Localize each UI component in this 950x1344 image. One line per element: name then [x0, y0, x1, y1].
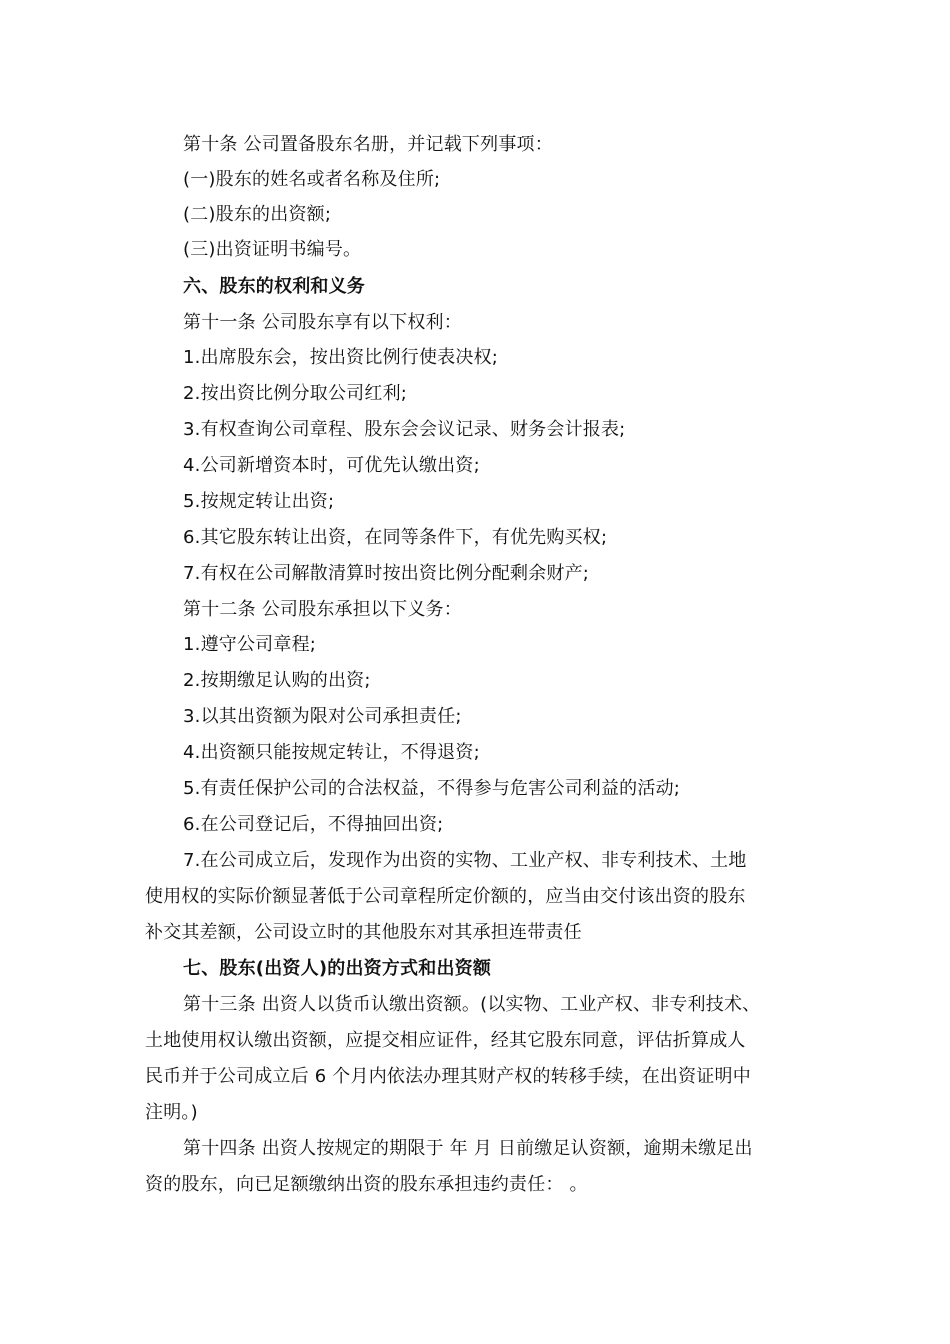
article-13-line-3: 民币并于公司成立后 6 个月内依法办理其财产权的转移手续，在出资证明中 [145, 1066, 751, 1087]
article-10-item-3: (三)出资证明书编号。 [183, 239, 362, 260]
rights-item-2: 2.按出资比例分取公司红利; [183, 383, 408, 404]
article-10-item-2: (二)股东的出资额; [183, 204, 332, 225]
rights-item-1: 1.出席股东会，按出资比例行使表决权; [183, 347, 499, 368]
article-14-line-1: 第十四条 出资人按规定的期限于 年 月 日前缴足认资额，逾期未缴足出 [183, 1138, 753, 1159]
duties-item-7-line-3: 补交其差额，公司设立时的其他股东对其承担连带责任 [145, 922, 582, 943]
article-13-line-2: 土地使用权认缴出资额，应提交相应证件，经其它股东同意，评估折算成人 [145, 1030, 746, 1051]
section-6-title: 六、股东的权利和义务 [183, 276, 365, 297]
section-7-title: 七、股东(出资人)的出资方式和出资额 [183, 958, 492, 979]
rights-item-7: 7.有权在公司解散清算时按出资比例分配剩余财产; [183, 563, 590, 584]
duties-item-1: 1.遵守公司章程; [183, 634, 317, 655]
article-10-item-1: (一)股东的姓名或者名称及住所; [183, 169, 441, 190]
article-11-heading: 第十一条 公司股东享有以下权利： [183, 312, 462, 333]
article-13-line-4: 注明。) [145, 1102, 198, 1123]
article-13-line-1: 第十三条 出资人以货币认缴出资额。(以实物、工业产权、非专利技术、 [183, 994, 761, 1015]
article-10-heading: 第十条 公司置备股东名册，并记载下列事项： [183, 134, 553, 155]
duties-item-3: 3.以其出资额为限对公司承担责任; [183, 706, 462, 727]
article-14-line-2: 资的股东，向已足额缴纳出资的股东承担违约责任： 。 [145, 1174, 588, 1195]
article-12-heading: 第十二条 公司股东承担以下义务： [183, 599, 462, 620]
duties-item-6: 6.在公司登记后，不得抽回出资; [183, 814, 444, 835]
rights-item-3: 3.有权查询公司章程、股东会会议记录、财务会计报表; [183, 419, 626, 440]
duties-item-2: 2.按期缴足认购的出资; [183, 670, 371, 691]
rights-item-5: 5.按规定转让出资; [183, 491, 335, 512]
duties-item-4: 4.出资额只能按规定转让，不得退资; [183, 742, 480, 763]
duties-item-7-line-1: 7.在公司成立后，发现作为出资的实物、工业产权、非专利技术、土地 [183, 850, 747, 871]
duties-item-7-line-2: 使用权的实际价额显著低于公司章程所定价额的，应当由交付该出资的股东 [145, 886, 746, 907]
duties-item-5: 5.有责任保护公司的合法权益，不得参与危害公司利益的活动; [183, 778, 681, 799]
rights-item-4: 4.公司新增资本时，可优先认缴出资; [183, 455, 480, 476]
rights-item-6: 6.其它股东转让出资，在同等条件下，有优先购买权; [183, 527, 608, 548]
